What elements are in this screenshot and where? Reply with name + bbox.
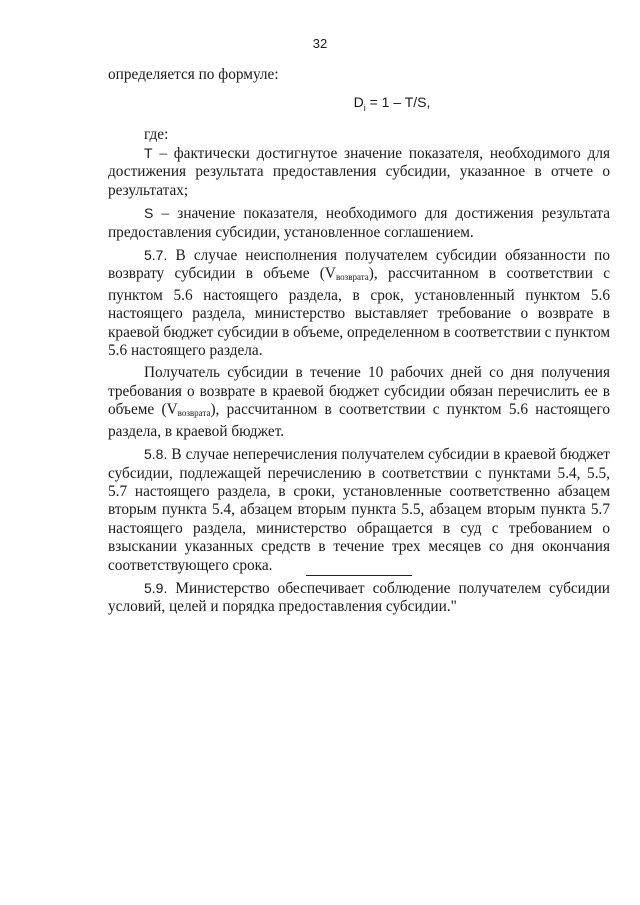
paragraph-5-7-second-text-b: ), рассчитанном в соответствии с пунктом 5.6 настоящего раздела, в краевой бюджет. xyxy=(108,401,610,440)
definition-t-symbol: T xyxy=(144,145,153,162)
paragraph-5-9-number: 5.9. xyxy=(144,579,168,596)
formula-subscript: i xyxy=(363,103,366,114)
paragraph-5-8-text: В случае неперечисления получателем субсидии в краевой бюджет субсидии, подлежащей перечислению в соответствии с пунктами 5.4, 5.5, 5.7 настоящего раздела, в сроки, установленные соответственно абзацем вторым пункта 5.4, абзацем вторым пункта 5.5, абзацем вторым пункта 5.7 настоящего раздела, министерство обращается в суд с требованием о взыскании указанных средств в течение трех месяцев со дня окончания соответствующего срока. xyxy=(108,446,610,574)
formula xyxy=(174,93,610,117)
intro-line: определяется по формуле: xyxy=(108,66,279,83)
where-label: где: xyxy=(144,125,169,143)
paragraph-5-7 xyxy=(108,246,610,360)
paragraph-5-7-second-subscript: возврата xyxy=(177,408,211,419)
paragraph-5-7-second xyxy=(108,364,610,441)
definition-s xyxy=(108,204,610,242)
paragraph-5-7-text-a: В случае неисполнения получателем субсидии обязанности по возврату субсидии в объеме (V xyxy=(108,247,610,283)
definition-s-text: – значение показателя, необходимого для достижения результата предоставления субсидии, установленное соглашением. xyxy=(108,205,610,241)
paragraph-5-7-number: 5.7. xyxy=(144,247,168,264)
end-rule xyxy=(306,575,412,576)
definition-t-text: – фактически достигнутое значение показателя, необходимого для достижения результата предоставления субсидии, указанное в отчете о результатах; xyxy=(108,145,610,199)
definition-t xyxy=(108,144,610,200)
paragraph-5-9 xyxy=(108,579,610,617)
paragraph-5-7-second-text-a: Получатель субсидии в течение 10 рабочих дней со дня получения требования о возврате в краевой бюджет субсидии обязан перечислить ее в объеме (V xyxy=(108,364,610,419)
page-number: 32 xyxy=(312,36,328,51)
paragraph-5-7-subscript: возврата xyxy=(335,272,369,283)
formula-rhs: = 1 – T/S, xyxy=(365,94,431,111)
paragraph-5-7-text-b: ), рассчитанном в соответствии с пунктом 5.6 настоящего раздела, в срок, установленный пунктом 5.6 настоящего раздела, министерство выставляет требование о возврате в краевой бюджет субсидии в объеме, определенном в соответствии с пунктом 5.6 настоящего раздела. xyxy=(108,265,610,360)
document-body xyxy=(108,66,610,617)
paragraph-5-9-text: Министерство обеспечивает соблюдение получателем субсидии условий, целей и порядка предоставления субсидии." xyxy=(108,579,610,616)
paragraph-5-8-number: 5.8. xyxy=(144,446,168,463)
formula-lhs: D xyxy=(353,94,364,111)
paragraph-5-8 xyxy=(108,445,610,575)
definition-s-symbol: S xyxy=(144,205,154,222)
